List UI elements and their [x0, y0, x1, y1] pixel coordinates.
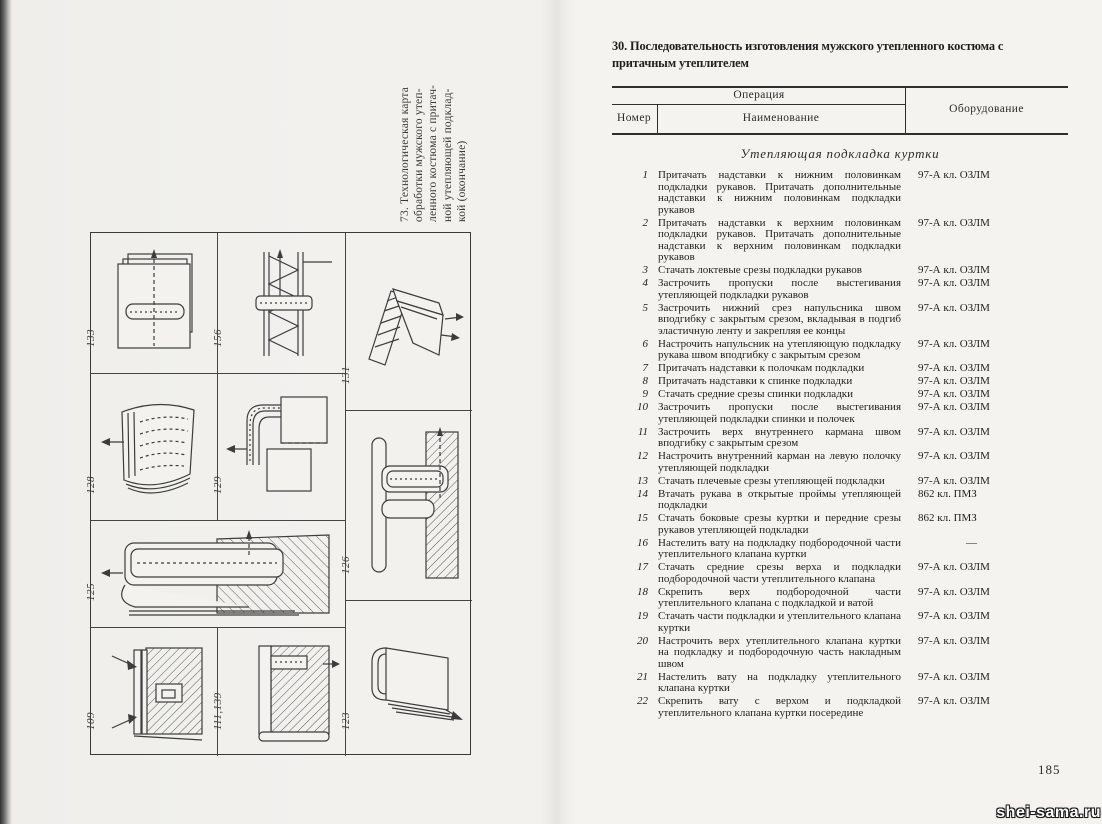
- operation-row: [612, 513, 1068, 536]
- operation-row: [612, 376, 1068, 388]
- operation-name: Стачать части подкладки и утеплительного клапана куртки: [658, 610, 901, 634]
- operation-row: [612, 170, 1068, 216]
- section-title: Утепляющая подкладка куртки: [740, 146, 940, 161]
- operation-number: 15: [637, 512, 648, 524]
- figure-111-139-diagram: [223, 636, 341, 748]
- operations-rows: [612, 170, 1068, 719]
- scan-edge-shadow: [0, 0, 12, 824]
- operation-row: [612, 389, 1068, 401]
- operation-name: Настрочить внутренний карман на левую полочку утепляющей подкладки: [658, 450, 901, 474]
- operation-equipment: 97-А кл. ОЗЛМ: [918, 169, 990, 181]
- operation-name: Притачать надставки к нижним половинкам подкладки рукавов. Притачать дополнительные надставки к нижним половинкам подкладки рукавов: [658, 169, 901, 216]
- operation-equipment: 97-А кл. ОЗЛМ: [918, 474, 990, 487]
- operation-number: 21: [637, 670, 648, 683]
- operation-name: Стачать средние срезы спинки подкладки: [658, 388, 854, 400]
- operation-equipment: 97-А кл. ОЗЛМ: [918, 425, 990, 438]
- figure-109-diagram: [98, 636, 210, 748]
- operation-row: [612, 303, 1068, 338]
- operation-number: 9: [642, 388, 648, 400]
- figure-cell-123: [340, 601, 472, 756]
- operation-name: Застрочить пропуски после выстегивания утепляющей подкладки спинки и полочек: [658, 401, 901, 425]
- operation-row: [612, 489, 1068, 512]
- operation-name: Настрочить верх утеплительного клапана куртки на подкладку и подбородочную часть накладным швом: [658, 634, 901, 670]
- operation-row: [612, 278, 1068, 301]
- figure-number: 131: [340, 366, 352, 384]
- operation-equipment: 97-А кл. ОЗЛМ: [918, 301, 990, 314]
- operation-number: 18: [637, 585, 648, 598]
- operation-row: [612, 696, 1068, 719]
- operation-number: 2: [642, 216, 648, 229]
- operation-number: 12: [637, 450, 648, 462]
- operation-row: [612, 562, 1068, 585]
- operation-number: 19: [637, 610, 648, 622]
- figure-cell-131: [340, 233, 472, 411]
- operation-name: Притачать надставки к спинке подкладки: [658, 375, 853, 387]
- figure-cell-109: [85, 628, 218, 756]
- operation-name: Стачать локтевые срезы подкладки рукавов: [658, 264, 862, 276]
- figure-number: 128: [85, 476, 97, 494]
- operation-row: [612, 339, 1068, 362]
- operation-name: Настелить вату на подкладку утеплительного клапана куртки: [658, 670, 901, 694]
- figure-123-diagram: [352, 624, 466, 734]
- operation-equipment: 97-А кл. ОЗЛМ: [918, 362, 990, 374]
- operation-number: 8: [642, 375, 648, 387]
- figure-129-diagram: [223, 385, 341, 509]
- operation-name: Скрепить верх подбородочной части утеплительного клапана с подкладкой и ватой: [658, 585, 901, 609]
- operation-number: 1: [642, 169, 648, 181]
- operation-number: 16: [637, 536, 648, 549]
- figure-cell-111-139: [212, 628, 346, 756]
- operation-equipment: 862 кл. ПМЗ: [918, 512, 977, 524]
- operation-row: [612, 451, 1068, 474]
- operation-equipment: 97-А кл. ОЗЛМ: [918, 561, 990, 573]
- operation-number: 6: [642, 337, 648, 350]
- operation-name: Застрочить пропуски после выстегивания утепляющей подкладки рукавов: [658, 277, 901, 301]
- figure-cell-133: [85, 233, 218, 374]
- operation-number: 13: [637, 474, 648, 487]
- operation-number: 20: [637, 634, 648, 647]
- caption-line: ленного костюма с притач-: [427, 84, 440, 222]
- column-header-number: Номер: [617, 112, 651, 124]
- operation-equipment: 97-А кл. ОЗЛМ: [918, 585, 990, 598]
- figure-caption-rotated: [398, 38, 472, 222]
- column-header-name: Наименование: [742, 112, 820, 124]
- operation-number: 22: [637, 695, 648, 707]
- operation-equipment: 97-А кл. ОЗЛМ: [918, 375, 990, 387]
- operation-equipment: —: [966, 536, 977, 549]
- operation-row: [612, 402, 1068, 425]
- operation-name: Застрочить нижний срез напульсника швом вподгибку с закрытым срезом, вкладывая в подгиб эластичную ленту и закрепляя ее концы: [658, 301, 901, 337]
- figure-131-diagram: [351, 263, 467, 381]
- operation-equipment: 97-А кл. ОЗЛМ: [918, 337, 990, 350]
- figure-cell-129: [212, 374, 346, 521]
- operation-equipment: 97-А кл. ОЗЛМ: [918, 634, 990, 647]
- page-number: 185: [1038, 762, 1061, 777]
- caption-line: 73. Технологическая карта: [399, 87, 411, 222]
- table-rule-header-bottom: [612, 133, 1068, 135]
- figure-number: 123: [340, 712, 352, 730]
- operation-number: 5: [642, 301, 648, 314]
- operation-number: 7: [642, 362, 648, 374]
- operation-equipment: 97-А кл. ОЗЛМ: [918, 670, 990, 683]
- operation-equipment: 97-А кл. ОЗЛМ: [918, 277, 990, 289]
- figure-125-diagram: [99, 527, 337, 621]
- operation-equipment: 862 кл. ПМЗ: [918, 487, 977, 500]
- figure-number: 133: [85, 329, 97, 347]
- figure-126-diagram: [354, 422, 464, 590]
- operation-name: Стачать средние срезы верха и подкладки подбородочной части утеплительного клапана: [658, 561, 901, 585]
- operation-number: 10: [637, 401, 648, 413]
- watermark: shei-sama.ru: [996, 804, 1101, 821]
- operation-row: [612, 587, 1068, 610]
- operation-equipment: 97-А кл. ОЗЛМ: [918, 388, 990, 400]
- operation-row: [612, 636, 1068, 671]
- operation-number: 14: [637, 487, 648, 500]
- operation-row: [612, 218, 1068, 264]
- figure-cell-156: [212, 233, 346, 374]
- operation-row: [612, 538, 1068, 561]
- caption-line: ной утепляющей подклад-: [441, 88, 454, 222]
- figure-128-diagram: [96, 386, 212, 508]
- figure-number: 111,139: [212, 692, 224, 730]
- operation-name: Стачать боковые срезы куртки и передние срезы рукавов утепляющей подкладки: [658, 512, 901, 536]
- operation-name: Настелить вату на подкладку подбородочной части утеплительного клапана куртки: [658, 536, 901, 560]
- operation-row: [612, 476, 1068, 488]
- operation-equipment: 97-А кл. ОЗЛМ: [918, 610, 990, 622]
- table-heading: 30. Последовательность изготовления мужского утепленного костюма с притачным утеплителем: [612, 39, 1004, 70]
- caption-line: кой (окончание): [455, 140, 468, 222]
- operation-name: Притачать надставки к полочкам подкладки: [658, 362, 865, 374]
- operation-number: 17: [637, 561, 648, 573]
- figure-number: 129: [212, 476, 224, 494]
- figure-number: 109: [85, 712, 97, 730]
- figure-grid: [85, 232, 471, 755]
- figure-number: 126: [340, 556, 352, 574]
- operation-row: [612, 363, 1068, 375]
- operation-row: [612, 611, 1068, 634]
- figure-number: 125: [85, 583, 97, 601]
- operation-equipment: 97-А кл. ОЗЛМ: [918, 216, 990, 229]
- column-header-operation: Операция: [733, 89, 785, 101]
- figure-cell-126: [340, 411, 472, 601]
- book-gutter-shadow: [540, 0, 574, 824]
- operation-name: Настрочить напульсник на утепляющую подкладку рукава швом вподгибку с закрытым срезом: [658, 337, 901, 361]
- figure-number: 156: [212, 329, 224, 347]
- figure-cell-128: [85, 374, 218, 521]
- table-rule-top: [612, 86, 1068, 88]
- caption-line: обработки мужского утеп-: [413, 88, 426, 222]
- operation-name: Притачать надставки к верхним половинкам подкладки рукавов. Притачать дополнительные надставки к верхним половинкам подкладки рукавов: [658, 216, 901, 263]
- figure-cell-125: [85, 521, 346, 628]
- operation-row: [612, 672, 1068, 695]
- operation-name: Втачать рукава в открытые проймы утепляющей подкладки: [658, 487, 901, 511]
- operation-row: [612, 265, 1068, 277]
- operation-equipment: 97-А кл. ОЗЛМ: [918, 695, 990, 707]
- figure-156-diagram: [228, 244, 336, 362]
- operation-number: 3: [642, 264, 648, 276]
- operation-equipment: 97-А кл. ОЗЛМ: [918, 450, 990, 462]
- operation-name: Скрепить вату с верхом и подкладкой утеплительного клапана куртки посередине: [658, 695, 901, 719]
- operation-equipment: 97-А кл. ОЗЛМ: [918, 264, 990, 276]
- operation-number: 11: [637, 425, 648, 438]
- operation-name: Стачать плечевые срезы утепляющей подкладки: [658, 474, 885, 487]
- operation-row: [612, 427, 1068, 450]
- column-header-equipment: Оборудование: [949, 103, 1024, 115]
- operation-number: 4: [642, 277, 648, 289]
- operation-name: Застрочить верх внутреннего кармана швом вподгибку с закрытым срезом: [658, 425, 901, 449]
- operation-equipment: 97-А кл. ОЗЛМ: [918, 401, 990, 413]
- figure-133-diagram: [102, 246, 206, 360]
